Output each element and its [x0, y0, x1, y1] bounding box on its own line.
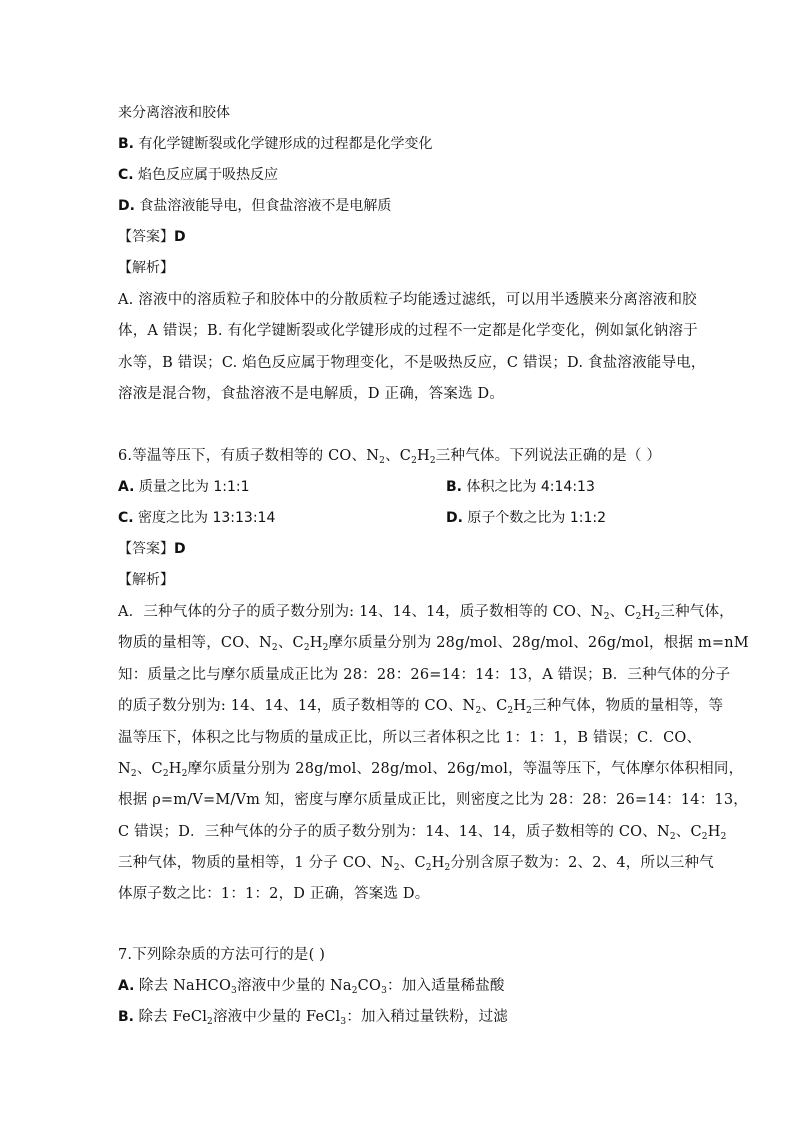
q5-option-d-letter: D.	[118, 198, 135, 214]
q6-analysis-text: 、C	[399, 855, 426, 871]
q6-analysis-text: 物质的量相等，CO、N	[118, 635, 272, 651]
q6-analysis-text: 、C	[675, 824, 702, 840]
q6-analysis-line-7: 根据 ρ=m/V=M/Vm 知，密度与摩尔质量成正比，则密度之比为 28：28：26=14：14：13，	[118, 792, 748, 808]
q6-stem-part: 三种气体。下列说法正确的是（ ）	[435, 448, 662, 464]
q6-analysis-text: H	[513, 698, 527, 714]
q6-analysis-text: N	[118, 761, 131, 777]
q5-option-d	[118, 197, 391, 215]
q6-analysis-sub: 2	[701, 832, 708, 842]
q5-option-b-text: 有化学键断裂或化学键形成的过程都是化学变化	[138, 136, 433, 152]
q6-analysis-sub: 2	[322, 643, 329, 653]
q5-option-c-text: 焰色反应属于吸热反应	[138, 167, 279, 183]
q6-analysis-sub: 2	[635, 612, 642, 622]
q6-analysis-sub: 2	[720, 832, 727, 842]
q6-analysis-text: H	[707, 824, 721, 840]
q6-analysis-line-8	[118, 823, 727, 841]
q6-analysis-text: 三种气体，	[660, 604, 734, 620]
q6-option-c	[118, 509, 275, 527]
q6-option-b	[446, 478, 595, 496]
q6-analysis-line-4	[118, 697, 723, 715]
q5-analysis-line-1: A. 溶液中的溶质粒子和胶体中的分散质粒子均能透过滤纸，可以用半透膜来分离溶液和胶	[118, 292, 697, 308]
q7-option-b-part: 除去 FeCl	[138, 1009, 208, 1025]
q6-option-a-text: 质量之比为 1:1:1	[138, 479, 250, 495]
q6-analysis-text: 、C	[277, 635, 304, 651]
q6-analysis-sub: 2	[393, 863, 400, 873]
q5-analysis-line-2: 体，A 错误；B. 有化学键断裂或化学键形成的过程不一定都是化学变化，例如氯化钠溶于	[118, 323, 698, 339]
q7-option-b-part: ：加入稍过量铁粉，过滤	[346, 1009, 509, 1025]
q6-analysis-text: 摩尔质量分别为 28g/mol、28g/mol、26g/mol，等温等压下，气体摩尔体积相同，	[187, 761, 744, 777]
q7-option-a-part: 溶液中少量的 Na	[236, 978, 352, 994]
q7-option-b-text	[138, 1009, 508, 1025]
q6-analysis-text: 分别含原子数为：2、2、4，所以三种气	[450, 855, 714, 871]
q6-analysis-text: 、C	[609, 604, 636, 620]
q6-analysis-text: C 错误；D．三种气体的分子的质子数分别为：14、14、14，质子数相等的 CO、N	[118, 824, 670, 840]
q7-option-a-part: CO	[357, 978, 382, 994]
q6-stem-sub: 2	[411, 456, 417, 466]
q6-analysis-sub: 2	[603, 612, 610, 622]
q6-stem-part: 、C	[385, 448, 412, 464]
q6-analysis-sub: 2	[130, 769, 137, 779]
q6-analysis-sub: 2	[475, 706, 482, 716]
q6-stem	[118, 447, 661, 465]
q6-analysis-line-1	[118, 603, 734, 621]
q6-analysis-text: 三种气体，物质的量相等，等	[532, 698, 724, 714]
q6-analysis-line-5: 温等压下，体积之比与物质的量成正比，所以三者体积之比 1：1：1，B 错误；C．CO、	[118, 730, 702, 746]
q5-answer	[118, 228, 186, 246]
q7-option-a-text	[139, 978, 505, 994]
q6-analysis-text: H	[168, 761, 182, 777]
q5-option-b	[118, 135, 432, 153]
q6-analysis-line-3: 知：质量之比与摩尔质量成正比为 28：28：26=14：14：13，A 错误；B．三种气体的分子	[118, 667, 731, 683]
q7-option-a-letter: A.	[118, 978, 135, 994]
q6-analysis-text: 、C	[136, 761, 163, 777]
q7-option-a	[118, 977, 505, 995]
q7-stem: 7.下列除杂质的方法可行的是( )	[118, 947, 326, 963]
q6-analysis-text: 、C	[481, 698, 508, 714]
q6-option-d-text: 原子个数之比为 1:1:2	[467, 510, 607, 526]
q6-option-c-text: 密度之比为 13:13:14	[138, 510, 276, 526]
q7-option-a-part: ：加入适量稀盐酸	[387, 978, 505, 994]
q5-option-d-text: 食盐溶液能导电，但食盐溶液不是电解质	[139, 198, 392, 214]
q6-analysis-sub: 2	[526, 706, 533, 716]
q6-analysis-sub: 2	[507, 706, 514, 716]
q6-answer-tag: 【答案】	[118, 541, 174, 557]
q6-analysis-line-9	[118, 854, 714, 872]
q6-analysis-sub: 2	[654, 612, 661, 622]
q6-analysis-sub: 2	[669, 832, 676, 842]
q6-option-a	[118, 478, 249, 496]
q5-option-c-letter: C.	[118, 167, 134, 183]
q6-analysis-text: 三种气体，物质的量相等，1 分子 CO、N	[118, 855, 394, 871]
q6-option-b-text: 体积之比为 4:14:13	[466, 479, 595, 495]
q7-option-b-letter: B.	[118, 1009, 134, 1025]
q6-analysis-sub: 2	[271, 643, 278, 653]
q6-answer-value: D	[174, 541, 186, 557]
q6-stem-sub: 2	[379, 456, 386, 466]
q7-option-a-part: 除去 NaHCO	[138, 978, 232, 994]
q6-analysis-sub: 2	[181, 769, 188, 779]
q6-stem-part: H	[417, 448, 430, 464]
q7-option-a-sub: 3	[231, 986, 237, 996]
q6-analysis-line-6	[118, 760, 743, 778]
q6-analysis-sub: 2	[444, 863, 451, 873]
q6-analysis-text: H	[431, 855, 445, 871]
q6-option-c-letter: C.	[118, 510, 134, 526]
q7-option-a-sub: 3	[381, 986, 387, 996]
q5-stem-tail: 来分离溶液和胶体	[118, 105, 230, 121]
q5-option-b-letter: B.	[118, 136, 134, 152]
q6-analysis-text: H	[641, 604, 655, 620]
q5-analysis-tag: 【解析】	[118, 260, 174, 276]
q5-option-c	[118, 166, 278, 184]
q6-stem-part: 6.等温等压下，有质子数相等的 CO、N	[118, 448, 380, 464]
q7-option-b-part: 溶液中少量的 FeCl	[212, 1009, 341, 1025]
q7-option-a-sub: 2	[351, 986, 358, 996]
q6-analysis-sub: 2	[303, 643, 310, 653]
q6-analysis-sub: 2	[162, 769, 169, 779]
q6-analysis-line-2	[118, 634, 749, 652]
q6-analysis-text: 摩尔质量分别为 28g/mol、28g/mol、26g/mol，根据 m=nM	[328, 635, 749, 651]
q6-option-d-letter: D.	[446, 510, 463, 526]
q7-option-b	[118, 1008, 508, 1026]
q6-option-d	[446, 509, 606, 527]
q5-analysis-line-3: 水等，B 错误；C. 焰色反应属于物理变化，不是吸热反应，C 错误；D. 食盐溶液能导电，	[118, 355, 706, 371]
q6-analysis-sub: 2	[425, 863, 432, 873]
q6-analysis-line-10: 体原子数之比：1：1：2，D 正确，答案选 D。	[118, 886, 430, 902]
q7-option-b-sub: 2	[207, 1017, 213, 1027]
q6-analysis-text: H	[309, 635, 323, 651]
q6-analysis-text: 的质子数分别为: 14、14、14，质子数相等的 CO、N	[118, 698, 476, 714]
q6-answer	[118, 540, 186, 558]
q5-analysis-line-4: 溶液是混合物，食盐溶液不是电解质，D 正确，答案选 D。	[118, 386, 505, 402]
q6-analysis-text: A．三种气体的分子的质子数分别为: 14、14、14，质子数相等的 CO、N	[118, 604, 604, 620]
q6-analysis-tag: 【解析】	[118, 572, 174, 588]
q6-stem-sub: 2	[429, 456, 436, 466]
q7-option-b-sub: 3	[340, 1017, 347, 1027]
q5-answer-value: D	[174, 229, 186, 245]
q6-option-b-letter: B.	[446, 479, 462, 495]
q5-answer-tag: 【答案】	[118, 229, 174, 245]
q6-option-a-letter: A.	[118, 479, 135, 495]
